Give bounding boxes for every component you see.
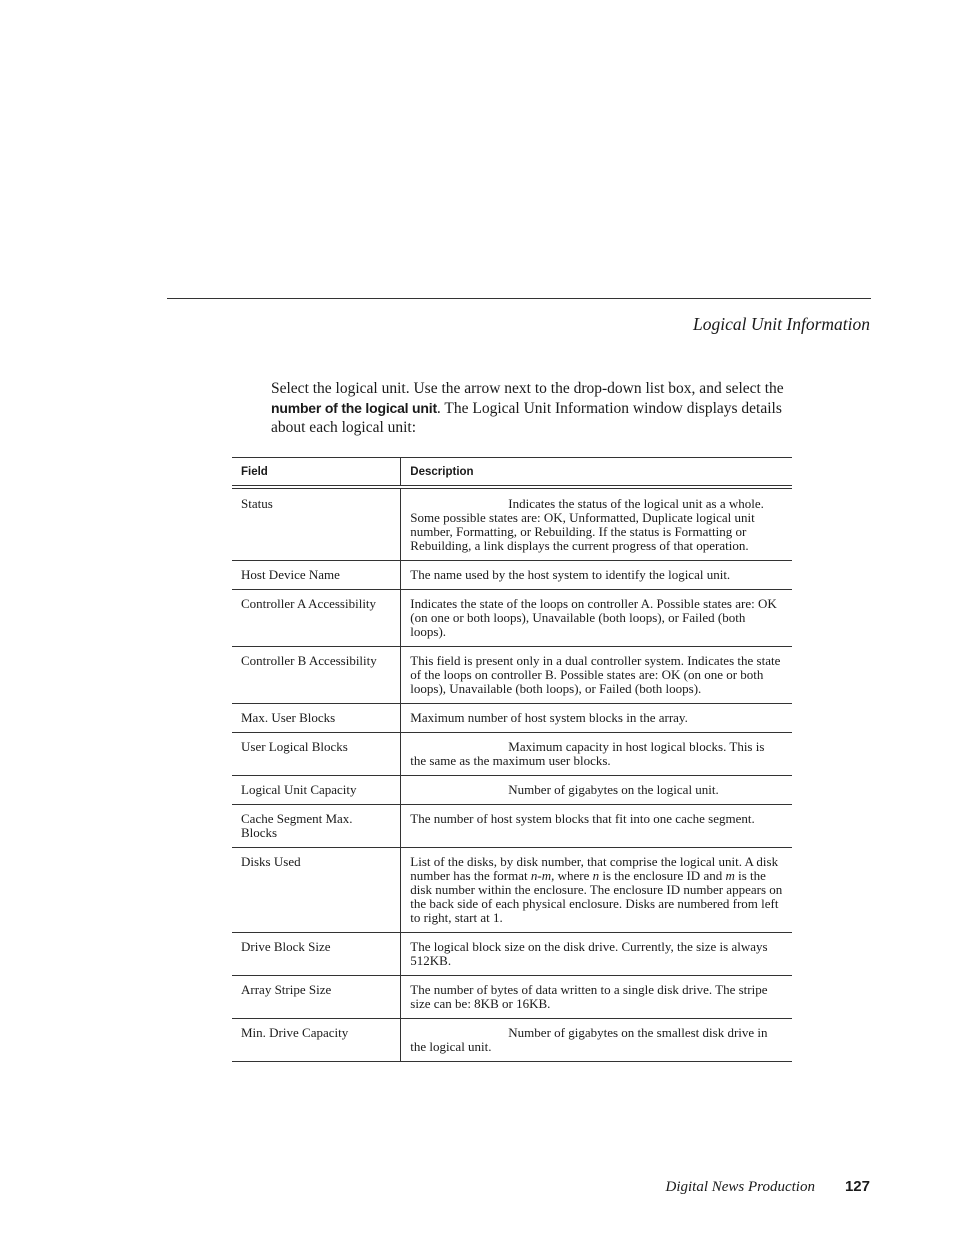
field-cell: Controller B Accessibility xyxy=(232,647,401,704)
intro-text-before: Select the logical unit. Use the arrow next to the drop-down list box, and select the xyxy=(271,380,784,397)
field-cell: Status xyxy=(232,487,401,561)
footer-title: Digital News Production xyxy=(665,1179,815,1195)
field-cell: Drive Block Size xyxy=(232,933,401,976)
table-row xyxy=(232,647,792,704)
table-row xyxy=(232,487,792,561)
table-row xyxy=(232,733,792,776)
table-row xyxy=(232,805,792,848)
intro-paragraph xyxy=(271,379,811,438)
intro-bold-text: number of the logical unit xyxy=(271,399,437,416)
section-title: Logical Unit Information xyxy=(693,314,870,334)
description-cell: Indicates the state of the loops on controller A. Possible states are: OK (on one or both loops), Unavailable (both loops), or Failed (both loops). xyxy=(401,590,792,647)
description-text: Number of gigabytes on the logical unit. xyxy=(508,782,719,797)
description-cell: The logical block size on the disk drive. Currently, the size is always 512KB. xyxy=(401,933,792,976)
table-header-row xyxy=(232,458,792,488)
description-text: Number of gigabytes on the smallest disk drive in the logical unit. xyxy=(410,1025,768,1054)
description-cell: The number of host system blocks that fit into one cache segment. xyxy=(401,805,792,848)
field-cell: Cache Segment Max. Blocks xyxy=(232,805,401,848)
field-cell: Max. User Blocks xyxy=(232,704,401,733)
description-text: List of the disks, by disk number, that comprise the logical unit. A disk number has the format xyxy=(410,854,779,883)
page-number: 127 xyxy=(844,1178,870,1195)
description-cell: Maximum number of host system blocks in the array. xyxy=(401,704,792,733)
italic-variable-n: n xyxy=(592,868,600,883)
description-text: Indicates the status of the logical unit as a whole. Some possible states are: OK, Unformatted, Duplicate logical unit number, Formatting, or Rebuilding. If the status is Formatting or Rebuilding, a link displays the current progress of that operation. xyxy=(410,496,764,553)
description-text: , where xyxy=(551,868,593,883)
description-cell: The name used by the host system to identify the logical unit. xyxy=(401,561,792,590)
header-rule xyxy=(167,298,871,299)
field-cell: Min. Drive Capacity xyxy=(232,1019,401,1062)
description-text: Maximum capacity in host logical blocks. This is the same as the maximum user blocks. xyxy=(410,739,765,768)
table-row xyxy=(232,776,792,805)
description-cell xyxy=(401,487,792,561)
table-row xyxy=(232,561,792,590)
description-text: is the enclosure ID and xyxy=(599,868,726,883)
table-row xyxy=(232,590,792,647)
field-description-table xyxy=(232,457,792,1062)
table-row xyxy=(232,933,792,976)
field-cell: Disks Used xyxy=(232,848,401,933)
description-cell: This field is present only in a dual controller system. Indicates the state of the loops on controller B. Possible states are: OK (on one or both loops), Unavailable (both loops), or Failed (both loops). xyxy=(401,647,792,704)
field-cell: Controller A Accessibility xyxy=(232,590,401,647)
field-cell: User Logical Blocks xyxy=(232,733,401,776)
description-cell xyxy=(401,1019,792,1062)
field-cell: Logical Unit Capacity xyxy=(232,776,401,805)
table-row xyxy=(232,848,792,933)
description-cell: The number of bytes of data written to a single disk drive. The stripe size can be: 8KB or 16KB. xyxy=(401,976,792,1019)
italic-format-text: n-m xyxy=(530,868,552,883)
description-cell xyxy=(401,776,792,805)
intro-text-after: . The Logical Unit Information window displays details about each logical unit: xyxy=(271,399,782,436)
description-cell xyxy=(401,733,792,776)
description-text: is the disk number within the enclosure. The enclosure ID number appears on the back side of each physical enclosure. Disks are numbered from left to right, start at 1. xyxy=(410,868,783,925)
table-row xyxy=(232,976,792,1019)
page-footer xyxy=(666,1178,870,1196)
table-row xyxy=(232,704,792,733)
table-row xyxy=(232,1019,792,1062)
column-header-field: Field xyxy=(232,458,401,488)
field-cell: Array Stripe Size xyxy=(232,976,401,1019)
column-header-description: Description xyxy=(401,458,792,488)
field-cell: Host Device Name xyxy=(232,561,401,590)
italic-variable-m: m xyxy=(725,868,735,883)
description-cell xyxy=(401,848,792,933)
